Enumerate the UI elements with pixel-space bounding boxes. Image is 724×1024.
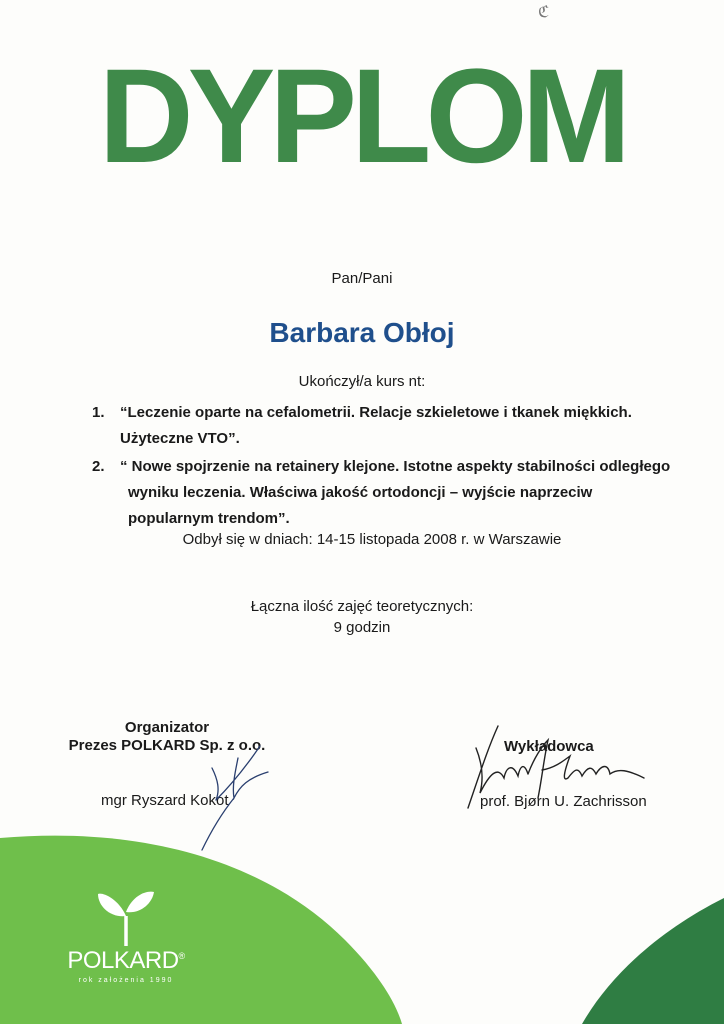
course-number: 2. <box>92 458 105 475</box>
lecturer-role: Wykładowca <box>504 738 594 755</box>
course-list <box>92 400 682 534</box>
lecturer-name: prof. Bjørn U. Zachrisson <box>480 793 647 810</box>
course-title: “Leczenie oparte na cefalometrii. Relacje szkieletowe i tkanek miękkich. Użyteczne VTO”. <box>120 404 632 447</box>
course-dates: Odbył się w dniach: 14-15 listopada 2008 r. w Warszawie <box>182 531 562 548</box>
hours-label: Łączna ilość zajęć teoretycznych: <box>250 598 474 615</box>
recipient-name: Barbara Obłoj <box>269 317 455 348</box>
organizer-position: Prezes POLKARD Sp. z o.o. <box>68 737 266 754</box>
organizer-name: mgr Ryszard Kokot <box>101 792 229 809</box>
logo-tagline: rok założenia 1990 <box>78 977 174 984</box>
completed-course-label: Ukończył/a kurs nt: <box>298 373 426 390</box>
salutation: Pan/Pani <box>331 270 393 287</box>
course-title: “ Nowe spojrzenie na retainery klejone. Istotne aspekty stabilności odległego wyniku leczenia. Właściwa jakość ortodoncji – wyjście naprzeciw popularnym trendom”. <box>120 458 671 527</box>
light-green-wave <box>0 836 402 1024</box>
logo-wordmark: POLKARD® <box>67 947 185 974</box>
course-item <box>92 454 682 532</box>
polkard-logo <box>66 886 186 984</box>
course-number: 1. <box>92 404 105 421</box>
sprout-icon <box>96 886 156 948</box>
organizer-block <box>62 719 272 755</box>
course-item <box>92 400 682 452</box>
organizer-role: Organizator <box>124 719 210 736</box>
hours-value: 9 godzin <box>333 619 391 636</box>
diploma-title: DYPLOM <box>98 42 626 191</box>
dark-green-corner <box>582 898 724 1024</box>
corner-handwritten-mark: ℭ <box>538 2 550 21</box>
